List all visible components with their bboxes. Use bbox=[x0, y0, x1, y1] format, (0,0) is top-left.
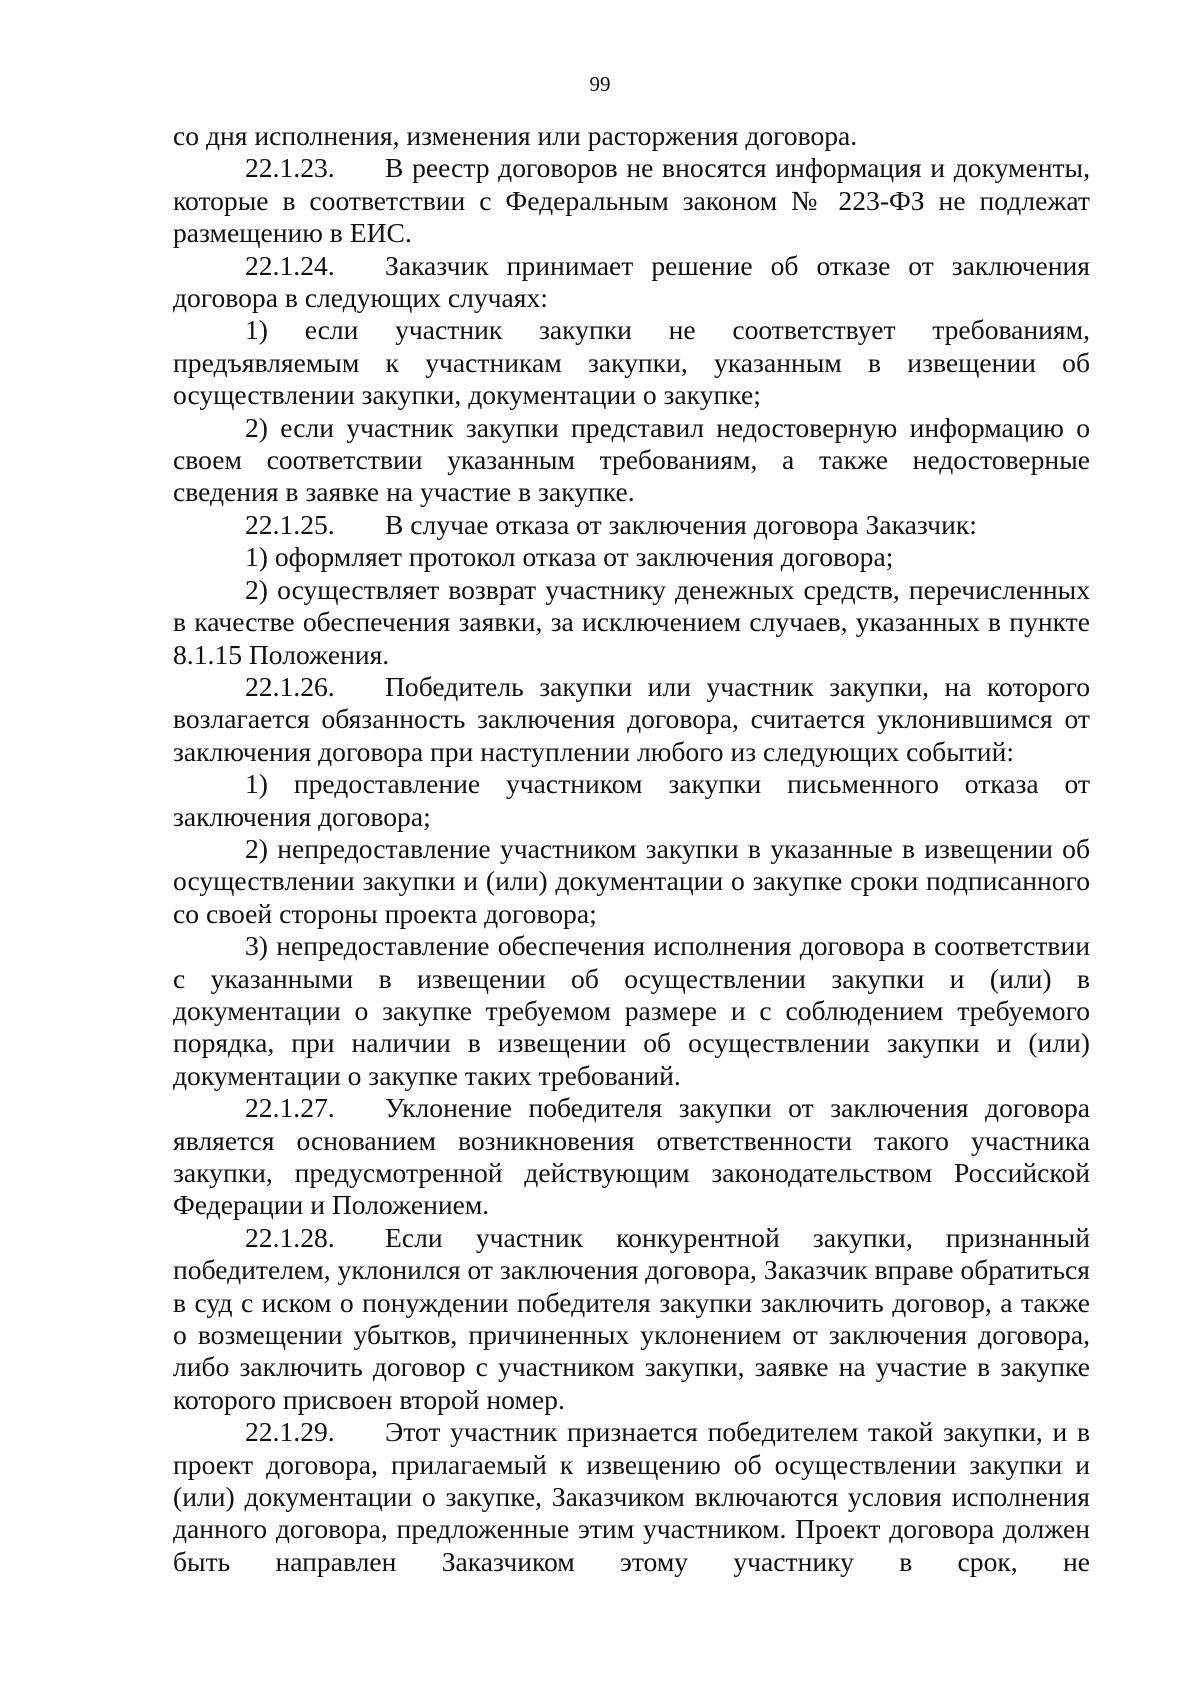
list-item-text: 2) если участник закупки представил недостоверную информацию о своем соответствии указанным требованиям, а также недостоверные сведения в заявке на участие в закупке. bbox=[173, 411, 1090, 508]
list-item-text: 3) непредоставление обеспечения исполнения договора в соответствии с указанными в извещении об осуществлении закупки и (или) в документации о закупке требуемом размере и с соблюдением требуемого порядка, при наличии в извещении об осуществлении закупки и (или) документации о закупке таких требований. bbox=[173, 930, 1090, 1091]
clause-text: В случае отказа от заключения договора Заказчик: bbox=[385, 508, 977, 540]
clause-22-1-26 bbox=[173, 671, 1090, 768]
clause-number: 22.1.28. bbox=[245, 1221, 335, 1253]
clause-22-1-27 bbox=[173, 1092, 1090, 1222]
clause-text: Этот участник признается победителем такой закупки, и в проект договора, прилагаемый к извещению об осуществлении закупки и (или) документации о закупке, Заказчиком включаются условия исполнения данного договора, предложенные этим участником. Проект договора должен быть направлен Заказчиком этому участнику в срок, не bbox=[173, 1416, 1090, 1577]
list-item bbox=[173, 412, 1090, 509]
list-item bbox=[173, 768, 1090, 833]
paragraph-text: со дня исполнения, изменения или расторжения договора. bbox=[173, 120, 858, 151]
list-item bbox=[173, 314, 1090, 411]
clause-text: Уклонение победителя закупки от заключения договора является основанием возникновения ответственности такого участника закупки, предусмотренной действующим законодательством Российской Федерации и Положением. bbox=[173, 1092, 1090, 1221]
clause-number: 22.1.29. bbox=[245, 1416, 335, 1448]
list-item bbox=[173, 574, 1090, 671]
clause-22-1-25 bbox=[173, 509, 1090, 541]
clause-22-1-29 bbox=[173, 1416, 1090, 1578]
clause-text: Победитель закупки или участник закупки, на которого возлагается обязанность заключения договора, считается уклонившимся от заключения договора при наступлении любого из следующих событий: bbox=[173, 670, 1090, 767]
list-item-text: 2) осуществляет возврат участнику денежных средств, перечисленных в качестве обеспечения заявки, за исключением случаев, указанных в пункте 8.1.15 Положения. bbox=[173, 573, 1090, 670]
list-item-text: 1) если участник закупки не соответствует требованиям, предъявляемым к участникам закупки, указанным в извещении об осуществлении закупки, документации о закупке; bbox=[173, 314, 1090, 411]
list-item bbox=[173, 541, 1090, 573]
clause-text: Заказчик принимает решение об отказе от заключения договора в следующих случаях: bbox=[173, 249, 1090, 314]
clause-number: 22.1.25. bbox=[245, 508, 335, 540]
clause-22-1-23 bbox=[173, 152, 1090, 249]
page-number: 99 bbox=[589, 72, 611, 96]
clause-number: 22.1.26. bbox=[245, 670, 335, 702]
clause-text: Если участник конкурентной закупки, признанный победителем, уклонился от заключения договора, Заказчик вправе обратиться в суд с иском о понуждении победителя закупки заключить договор, а также о возмещении убытков, причиненных уклонением от заключения договора, либо заключить договор с участником закупки, заявке на участие в закупке которого присвоен второй номер. bbox=[173, 1221, 1090, 1415]
list-item-text: 2) непредоставление участником закупки в указанные в извещении об осуществлении закупки и (или) документации о закупке сроки подписанного со своей стороны проекта договора; bbox=[173, 832, 1090, 929]
clause-number: 22.1.27. bbox=[245, 1092, 335, 1124]
clause-text: В реестр договоров не вносятся информация и документы, которые в соответствии с Федеральным законом № 223-ФЗ не подлежат размещению в ЕИС. bbox=[173, 152, 1090, 249]
clause-number: 22.1.24. bbox=[245, 249, 335, 281]
list-item bbox=[173, 833, 1090, 930]
clause-22-1-24 bbox=[173, 250, 1090, 315]
paragraph-continuation bbox=[173, 120, 1090, 152]
list-item-text: 1) предоставление участником закупки письменного отказа от заключения договора; bbox=[173, 768, 1090, 832]
clause-number: 22.1.23. bbox=[245, 152, 335, 184]
document-body bbox=[173, 120, 1090, 1578]
list-item bbox=[173, 930, 1090, 1092]
clause-22-1-28 bbox=[173, 1222, 1090, 1416]
list-item-text: 1) оформляет протокол отказа от заключения договора; bbox=[245, 541, 894, 573]
